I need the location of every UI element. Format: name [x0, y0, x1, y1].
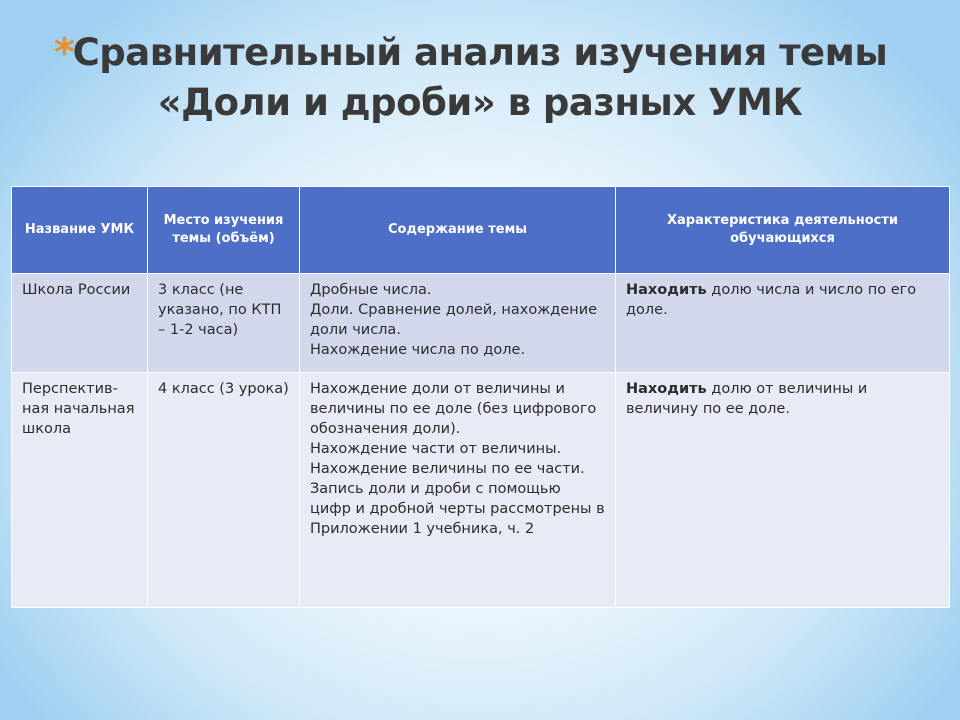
activity-verb: Находить	[626, 282, 707, 298]
slide-title	[40, 28, 920, 128]
cell-place: 3 класс (не указано, по КТП – 1-2 часа)	[148, 274, 300, 373]
header-content: Содержание темы	[300, 187, 616, 274]
content-line: Доли. Сравнение долей, нахождение доли числа.	[310, 302, 598, 338]
cell-umk-name: Перспектив-ная начальная школа	[12, 373, 148, 608]
comparison-table	[11, 186, 950, 608]
cell-content	[300, 274, 616, 373]
content-line: Запись доли и дроби с помощью цифр и дробной черты рассмотрены в Приложении 1 учебника, ч. 2	[310, 481, 605, 537]
content-line: Нахождение числа по доле.	[310, 342, 526, 358]
cell-content	[300, 373, 616, 608]
activity-text: долю числа и число по его доле.	[626, 282, 917, 318]
table-header-row	[12, 187, 950, 274]
content-line: Нахождение величины по ее части.	[310, 461, 585, 477]
header-activity: Характеристика деятельности обучающихся	[616, 187, 950, 274]
cell-activity	[616, 274, 950, 373]
activity-text: долю от величины и величину по ее доле.	[626, 381, 868, 417]
content-line: Нахождение доли от величины и величины по ее доле (без цифрового обозначения доли).	[310, 381, 597, 437]
table-row	[12, 373, 950, 608]
table-row	[12, 274, 950, 373]
header-place: Место изучения темы (объём)	[148, 187, 300, 274]
cell-activity	[616, 373, 950, 608]
title-line-2: «Доли и дроби» в разных УМК	[157, 81, 803, 124]
activity-verb: Находить	[626, 381, 707, 397]
content-line: Дробные числа.	[310, 282, 432, 298]
asterisk-bullet-icon: *	[54, 30, 75, 76]
title-line-1: Сравнительный анализ изучения темы	[72, 31, 888, 74]
cell-place: 4 класс (3 урока)	[148, 373, 300, 608]
content-line: Нахождение части от величины.	[310, 441, 562, 457]
cell-umk-name: Школа России	[12, 274, 148, 373]
header-umk-name: Название УМК	[12, 187, 148, 274]
